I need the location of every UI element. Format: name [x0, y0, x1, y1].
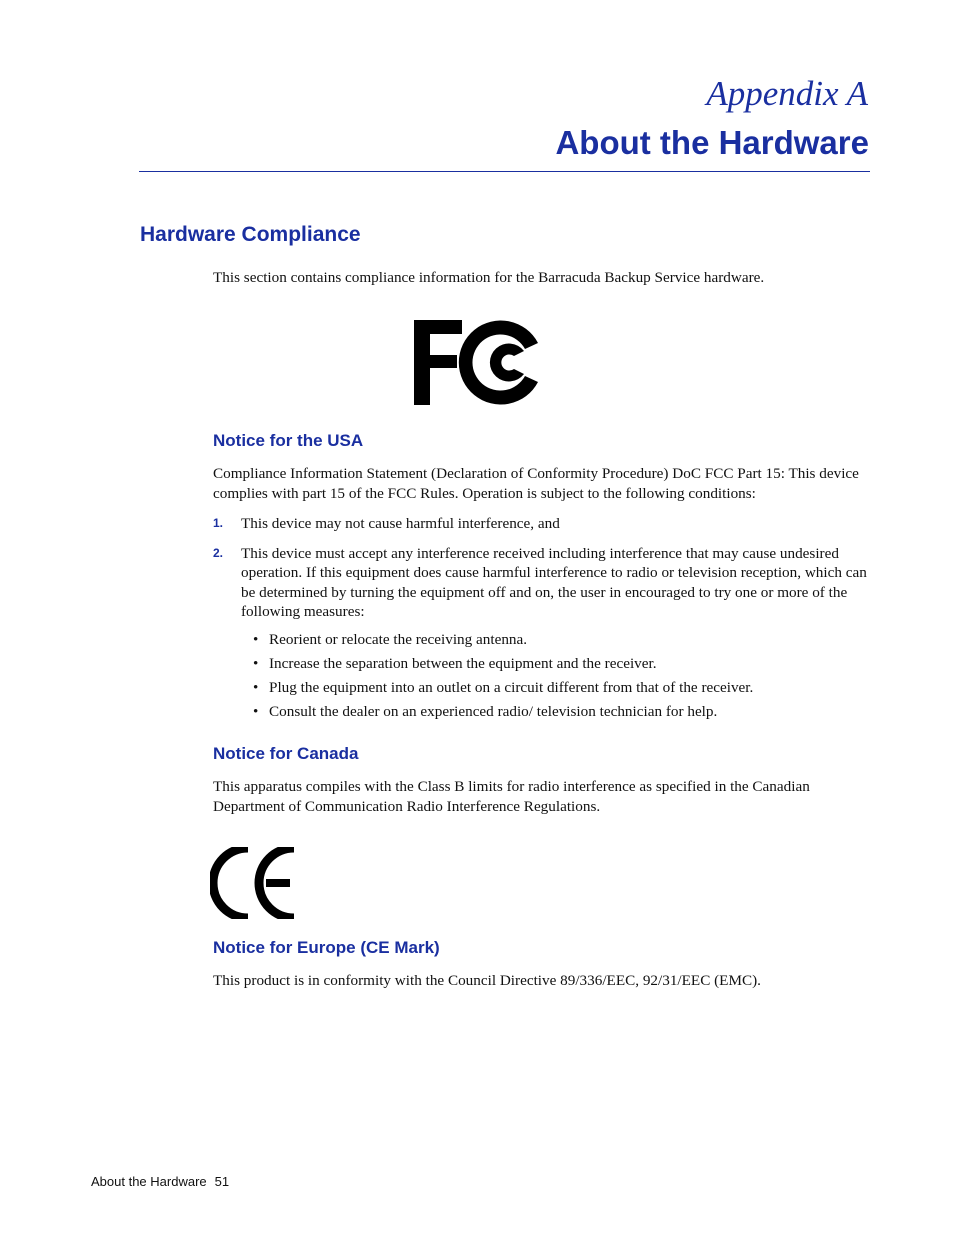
fcc-logo-icon: [414, 320, 539, 406]
page-footer: [91, 1174, 229, 1189]
list-item-text: This device must accept any interference received including interference that may cause undesired operation. If this equipment does cause harmful interference to radio or television reception, which can be determined by turning the equipment off and on, the user in encouraged to try one or more of the following measures:: [241, 544, 867, 620]
list-item: [213, 514, 870, 534]
bullet-symbol: •: [253, 679, 259, 697]
list-item-text: Plug the equipment into an outlet on a circuit different from that of the receiver.: [269, 679, 754, 697]
list-item-number: 1.: [213, 516, 224, 530]
title-divider: [139, 171, 870, 172]
page-number: 51: [214, 1174, 230, 1189]
list-item-text: This device may not cause harmful interference, and: [241, 515, 560, 532]
list-item: [253, 702, 873, 722]
chapter-title: About the Hardware: [555, 124, 869, 161]
list-item: [253, 678, 873, 698]
canada-text: This apparatus compiles with the Class B limits for radio interference as specified in the Canadian Department of Communication Radio Interference Regulations.: [213, 778, 810, 815]
usa-statement: Compliance Information Statement (Declaration of Conformity Procedure) DoC FCC Part 15: This device complies with part 15 of the FCC Rules. Operation is subject to the following conditions:: [213, 465, 859, 502]
usa-measures-list: [253, 630, 873, 726]
bullet-symbol: •: [253, 631, 259, 648]
list-item: [213, 544, 870, 622]
ce-mark-icon: [210, 847, 298, 919]
bullet-symbol: •: [253, 703, 259, 721]
list-item-text: Increase the separation between the equipment and the receiver.: [269, 655, 657, 673]
list-item-text: Reorient or relocate the receiving antenna.: [269, 631, 528, 648]
heading-notice-usa: Notice for the USA: [213, 431, 364, 450]
heading-notice-canada: Notice for Canada: [213, 744, 359, 763]
section-intro: This section contains compliance information for the Barracuda Backup Service hardware.: [213, 269, 765, 286]
list-item: [253, 630, 873, 650]
usa-conditions-list: [213, 514, 870, 622]
bullet-symbol: •: [253, 655, 259, 673]
appendix-label: Appendix A: [706, 74, 868, 113]
section-heading-hardware-compliance: Hardware Compliance: [140, 223, 361, 246]
list-item-text: Consult the dealer on an experienced radio/ television technician for help.: [269, 703, 718, 721]
list-item: [253, 654, 873, 674]
europe-text: This product is in conformity with the Council Directive 89/336/EEC, 92/31/EEC (EMC).: [213, 972, 761, 989]
list-item-number: 2.: [213, 545, 224, 560]
footer-label: About the Hardware: [91, 1174, 207, 1189]
heading-notice-europe: Notice for Europe (CE Mark): [213, 938, 440, 957]
